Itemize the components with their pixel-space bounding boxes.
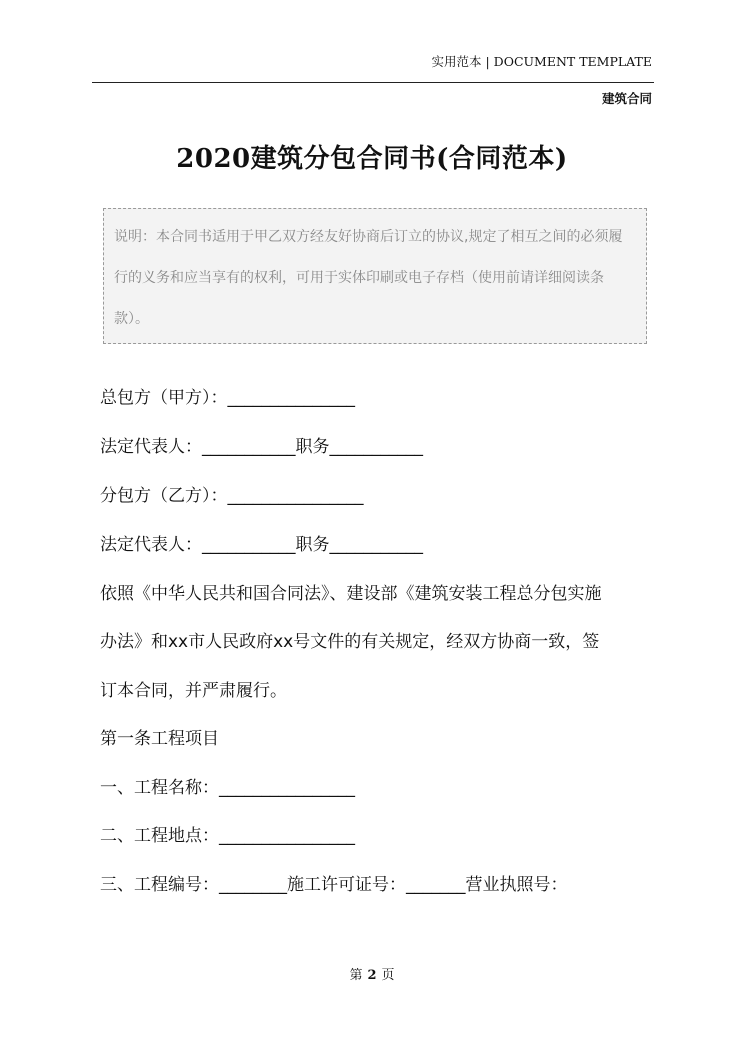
page-footer xyxy=(0,964,744,983)
header-document-template-label: 实用范本 | DOCUMENT TEMPLATE xyxy=(431,54,652,69)
page-prefix: 第 xyxy=(349,968,363,983)
article-heading: 第一条工程项目 xyxy=(100,729,219,749)
party-a-line: 总包方（甲方）：_______________ xyxy=(100,388,355,408)
document-title: 2020建筑分包合同书(合同范本) xyxy=(176,144,568,174)
page-suffix: 页 xyxy=(381,968,395,983)
paragraph-line-1: 依照《中华人民共和国合同法》、建设部《建筑安装工程总分包实施 xyxy=(100,584,602,604)
paragraph-line-2: 办法》和xx市人民政府xx号文件的有关规定，经双方协商一致，签 xyxy=(100,632,600,652)
legal-rep-b-line: 法定代表人：___________职务___________ xyxy=(100,535,423,555)
project-location-line: 二、工程地点：________________ xyxy=(100,826,355,846)
note-text: 说明：本合同书适用于甲乙双方经友好协商后订立的协议,规定了相互之间的必须履行的义务和应当享有的权利，可用于实体印刷或电子存档（使用前请详细阅读条款）。 xyxy=(114,229,623,327)
page-number: 2 xyxy=(367,968,377,983)
project-number-line: 三、工程编号：________施工许可证号：_______营业执照号： xyxy=(100,875,568,895)
legal-rep-a-line: 法定代表人：___________职务___________ xyxy=(100,437,423,457)
project-name-line: 一、工程名称：________________ xyxy=(100,778,355,798)
paragraph-line-3: 订本合同，并严肃履行。 xyxy=(100,681,287,701)
header-divider xyxy=(92,82,654,83)
note-box xyxy=(103,208,647,344)
party-b-line: 分包方（乙方）：________________ xyxy=(100,486,364,506)
header-section-label: 建筑合同 xyxy=(601,91,652,106)
